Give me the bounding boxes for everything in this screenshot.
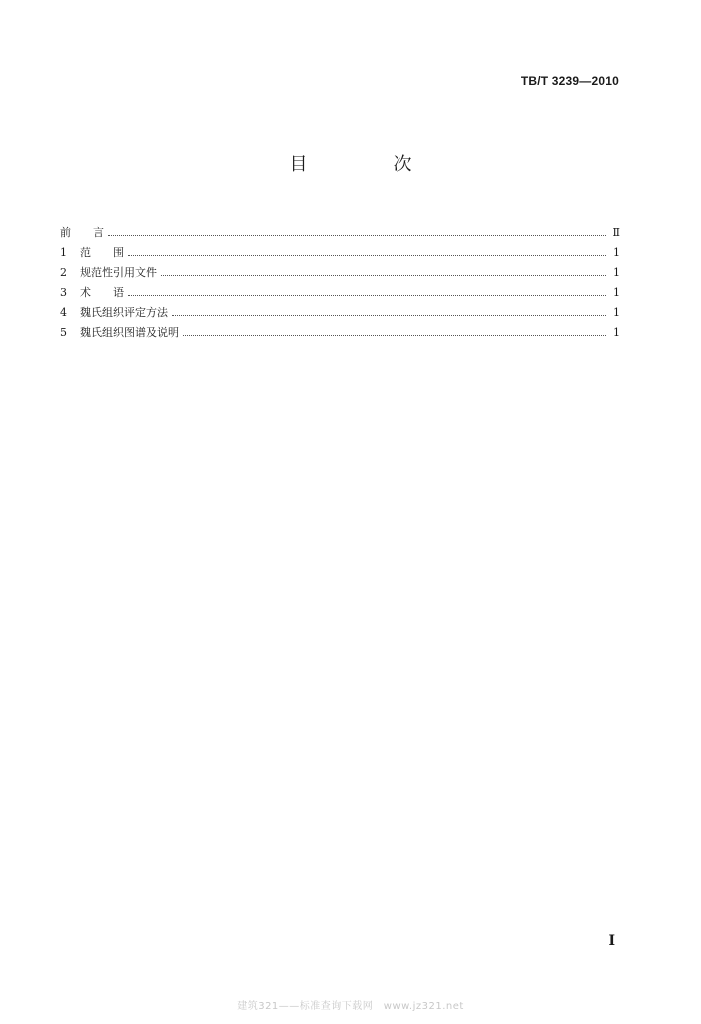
page-number: Ⅰ [608, 933, 615, 949]
toc-number: 3 [60, 286, 67, 299]
toc-leader-dots [128, 247, 606, 256]
toc-entry-foreword[interactable] [60, 224, 620, 244]
toc-title: 前 言 [60, 226, 104, 239]
toc-title: 规范性引用文件 [80, 266, 157, 279]
toc-entry-terms[interactable] [60, 284, 620, 304]
toc-page-number: 1 [613, 246, 620, 259]
toc-leader-dots [108, 227, 606, 236]
toc-page-number: Ⅱ [612, 226, 620, 239]
toc-number: 4 [60, 306, 67, 319]
toc-title: 范 围 [80, 246, 124, 259]
toc-entry-normative-references[interactable] [60, 264, 620, 284]
toc-page-number: 1 [613, 326, 620, 339]
page-title: 目 次 [289, 154, 446, 175]
table-of-contents [60, 224, 620, 344]
toc-entry-scope[interactable] [60, 244, 620, 264]
toc-leader-dots [172, 307, 606, 316]
toc-leader-dots [128, 287, 606, 296]
toc-number: 5 [60, 326, 67, 339]
toc-page-number: 1 [613, 306, 620, 319]
toc-title: 术 语 [80, 286, 124, 299]
toc-page-number: 1 [613, 286, 620, 299]
toc-number: 1 [60, 246, 67, 259]
toc-number: 2 [60, 266, 67, 279]
watermark: 建筑321——标准查询下载网 www.jz321.net [237, 1001, 464, 1012]
toc-title: 魏氏组织评定方法 [80, 306, 168, 319]
toc-title: 魏氏组织图谱及说明 [80, 326, 179, 339]
document-code: TB/T 3239—2010 [520, 74, 619, 88]
toc-leader-dots [161, 267, 606, 276]
toc-leader-dots [183, 327, 606, 336]
toc-entry-atlas[interactable] [60, 324, 620, 344]
toc-entry-evaluation-method[interactable] [60, 304, 620, 324]
toc-page-number: 1 [613, 266, 620, 279]
